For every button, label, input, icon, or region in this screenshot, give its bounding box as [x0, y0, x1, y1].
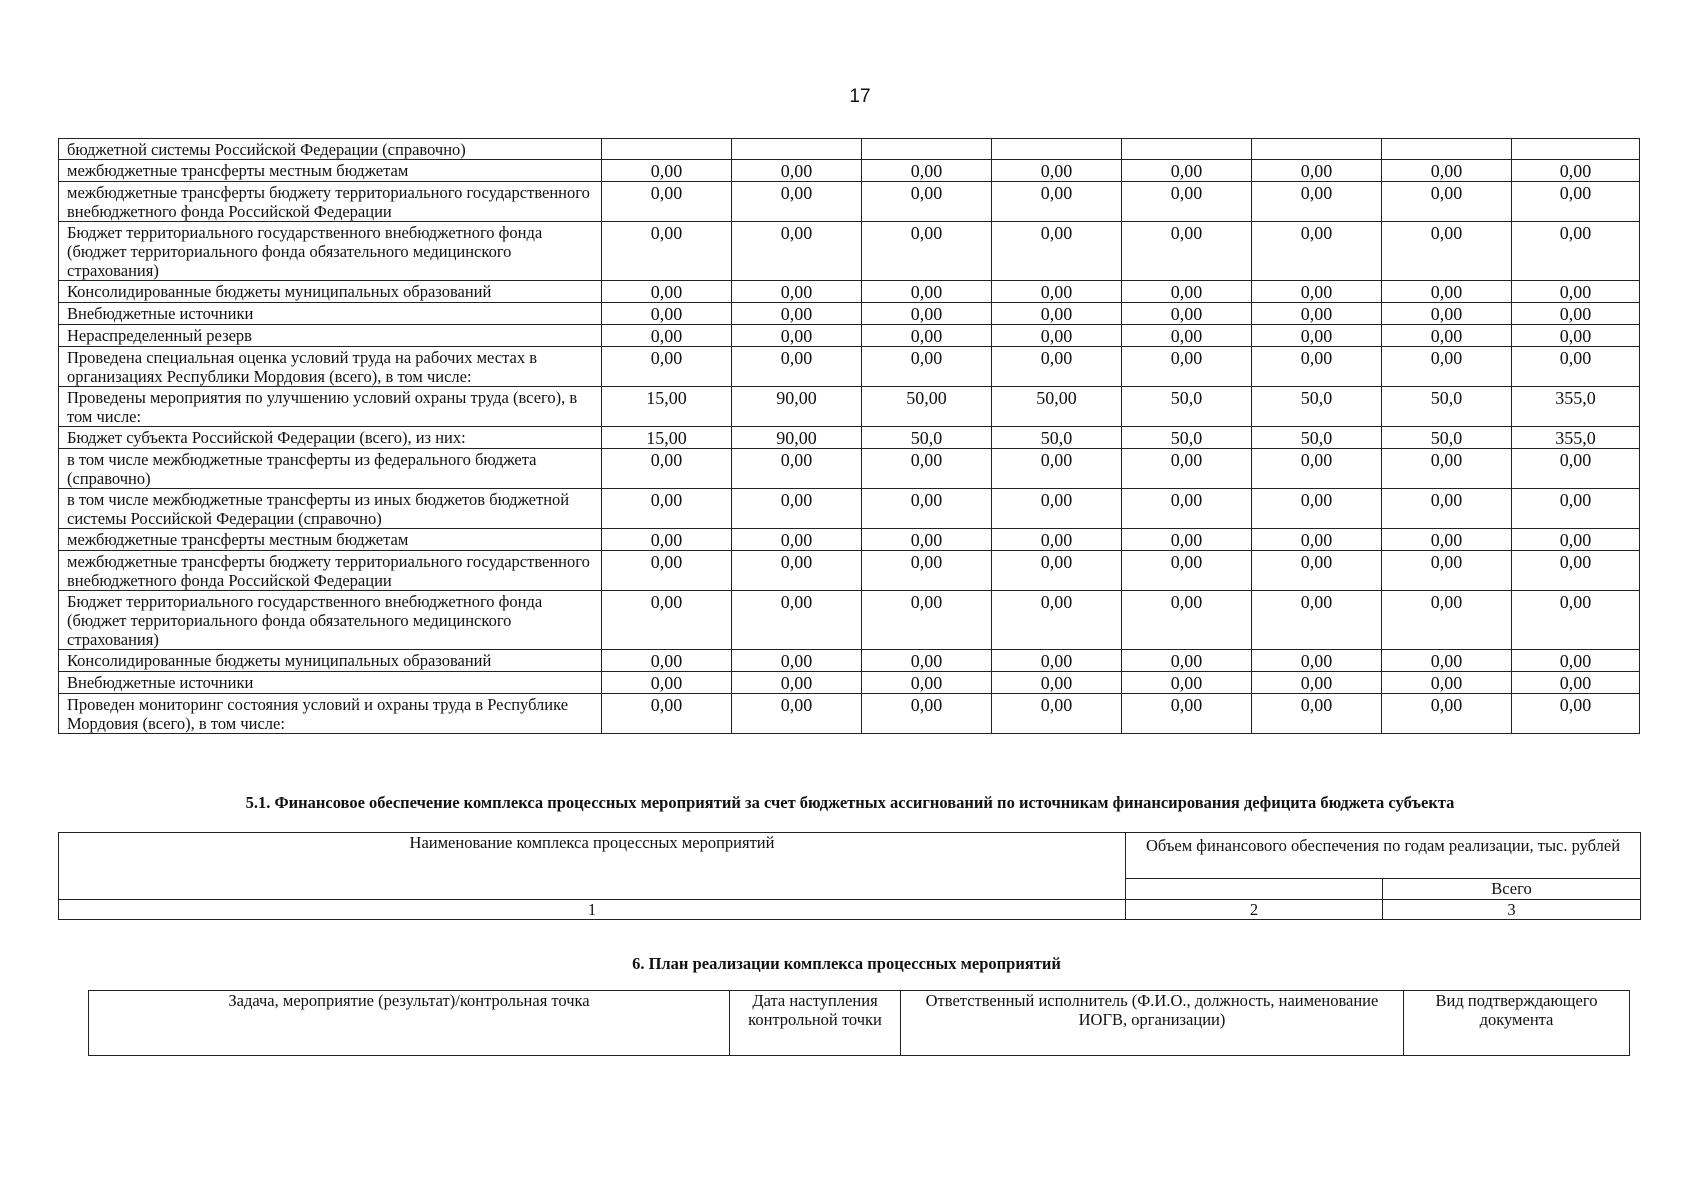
- value-cell: 0,00: [862, 182, 992, 222]
- value-cell: 0,00: [1512, 551, 1640, 591]
- value-cell: 50,0: [992, 427, 1122, 449]
- value-cell: 0,00: [1252, 347, 1382, 387]
- value-cell: 0,00: [732, 303, 862, 325]
- row-label: межбюджетные трансферты местным бюджетам: [59, 529, 602, 551]
- value-cell: 0,00: [732, 591, 862, 650]
- value-cell: 0,00: [732, 222, 862, 281]
- table-row: [59, 489, 1640, 529]
- value-cell: 0,00: [1122, 347, 1252, 387]
- col-number-1: 1: [59, 900, 1126, 920]
- page-number: 17: [849, 86, 871, 107]
- value-cell: 0,00: [1382, 650, 1512, 672]
- value-cell: 0,00: [862, 449, 992, 489]
- value-cell: 355,0: [1512, 427, 1640, 449]
- value-cell: 0,00: [1122, 281, 1252, 303]
- table-row: [59, 529, 1640, 551]
- value-cell: 0,00: [862, 303, 992, 325]
- value-cell: 0,00: [862, 160, 992, 182]
- value-cell: 0,00: [1382, 489, 1512, 529]
- row-label: межбюджетные трансферты местным бюджетам: [59, 160, 602, 182]
- header-document-type: Вид подтверждающего документа: [1404, 991, 1630, 1056]
- row-label: Бюджет территориального государственного внебюджетного фонда (бюджет территориального фонда обязательного медицинского страхования): [59, 591, 602, 650]
- value-cell: 0,00: [1122, 694, 1252, 734]
- value-cell: 0,00: [992, 489, 1122, 529]
- value-cell: 90,00: [732, 427, 862, 449]
- value-cell: 0,00: [732, 325, 862, 347]
- value-cell: 0,00: [1122, 182, 1252, 222]
- value-cell: 0,00: [732, 347, 862, 387]
- row-label: в том числе межбюджетные трансферты из иных бюджетов бюджетной системы Российской Федерации (справочно): [59, 489, 602, 529]
- value-cell: 0,00: [1122, 222, 1252, 281]
- value-cell: [1122, 139, 1252, 160]
- value-cell: 0,00: [1252, 672, 1382, 694]
- value-cell: 0,00: [1512, 489, 1640, 529]
- table-row: [59, 325, 1640, 347]
- value-cell: 0,00: [992, 529, 1122, 551]
- row-label: Проведен мониторинг состояния условий и охраны труда в Республике Мордовия (всего), в том числе:: [59, 694, 602, 734]
- value-cell: 50,00: [862, 387, 992, 427]
- table-row: [59, 222, 1640, 281]
- value-cell: 0,00: [862, 672, 992, 694]
- value-cell: [992, 139, 1122, 160]
- value-cell: 0,00: [602, 347, 732, 387]
- row-label: Консолидированные бюджеты муниципальных образований: [59, 281, 602, 303]
- value-cell: 355,0: [1512, 387, 1640, 427]
- value-cell: 0,00: [1382, 694, 1512, 734]
- value-cell: 0,00: [602, 160, 732, 182]
- value-cell: 0,00: [1252, 325, 1382, 347]
- value-cell: 0,00: [1252, 222, 1382, 281]
- value-cell: 0,00: [732, 650, 862, 672]
- value-cell: 0,00: [602, 529, 732, 551]
- value-cell: [1382, 139, 1512, 160]
- value-cell: 0,00: [992, 551, 1122, 591]
- value-cell: 0,00: [602, 694, 732, 734]
- value-cell: 0,00: [602, 182, 732, 222]
- value-cell: 0,00: [602, 489, 732, 529]
- row-label: межбюджетные трансферты бюджету территориального государственного внебюджетного фонда Российской Федерации: [59, 551, 602, 591]
- table-row: [59, 303, 1640, 325]
- value-cell: 0,00: [1382, 303, 1512, 325]
- value-cell: 0,00: [732, 182, 862, 222]
- value-cell: 50,00: [992, 387, 1122, 427]
- value-cell: 0,00: [862, 281, 992, 303]
- value-cell: [602, 139, 732, 160]
- value-cell: [1512, 139, 1640, 160]
- header-responsible: Ответственный исполнитель (Ф.И.О., должность, наименование ИОГВ, организации): [901, 991, 1404, 1056]
- value-cell: 0,00: [1252, 529, 1382, 551]
- value-cell: 0,00: [1122, 325, 1252, 347]
- header-control-date: Дата наступления контрольной точки: [730, 991, 901, 1056]
- value-cell: [862, 139, 992, 160]
- value-cell: 0,00: [992, 672, 1122, 694]
- value-cell: 0,00: [1382, 591, 1512, 650]
- value-cell: 0,00: [1382, 529, 1512, 551]
- value-cell: 0,00: [1512, 281, 1640, 303]
- value-cell: 0,00: [992, 281, 1122, 303]
- value-cell: 0,00: [1252, 182, 1382, 222]
- row-label: Проведена специальная оценка условий труда на рабочих местах в организациях Республики Мордовия (всего), в том числе:: [59, 347, 602, 387]
- value-cell: 0,00: [1512, 529, 1640, 551]
- value-cell: [1252, 139, 1382, 160]
- value-cell: 0,00: [1512, 347, 1640, 387]
- value-cell: 0,00: [862, 551, 992, 591]
- table-row: [59, 139, 1640, 160]
- value-cell: 0,00: [602, 591, 732, 650]
- value-cell: 50,0: [1252, 427, 1382, 449]
- section-5-1-title: 5.1. Финансовое обеспечение комплекса процессных мероприятий за счет бюджетных ассигнований по источникам финансирования дефицита бюджета субъекта: [245, 793, 1455, 812]
- header-year-empty: [1126, 879, 1383, 900]
- value-cell: 0,00: [1252, 551, 1382, 591]
- value-cell: 50,0: [1122, 427, 1252, 449]
- table-row: [59, 427, 1640, 449]
- value-cell: 0,00: [602, 650, 732, 672]
- table-row: [59, 160, 1640, 182]
- table-row: [59, 672, 1640, 694]
- value-cell: [732, 139, 862, 160]
- value-cell: 0,00: [732, 694, 862, 734]
- row-label: Бюджет территориального государственного внебюджетного фонда (бюджет территориального фонда обязательного медицинского страхования): [59, 222, 602, 281]
- value-cell: 0,00: [1252, 449, 1382, 489]
- value-cell: 0,00: [862, 347, 992, 387]
- value-cell: 0,00: [1122, 529, 1252, 551]
- value-cell: 0,00: [1122, 489, 1252, 529]
- row-label: межбюджетные трансферты бюджету территориального государственного внебюджетного фонда Российской Федерации: [59, 182, 602, 222]
- value-cell: 0,00: [1512, 160, 1640, 182]
- value-cell: 0,00: [732, 281, 862, 303]
- value-cell: 0,00: [1382, 347, 1512, 387]
- section-6-table: [88, 990, 1630, 1056]
- value-cell: 0,00: [862, 694, 992, 734]
- financing-table: [58, 138, 1640, 734]
- col-number-3: 3: [1383, 900, 1641, 920]
- value-cell: 0,00: [602, 325, 732, 347]
- value-cell: 0,00: [1252, 303, 1382, 325]
- value-cell: 0,00: [602, 551, 732, 591]
- table-row: [59, 694, 1640, 734]
- value-cell: 90,00: [732, 387, 862, 427]
- value-cell: 50,0: [1122, 387, 1252, 427]
- value-cell: 0,00: [862, 222, 992, 281]
- value-cell: 0,00: [1252, 650, 1382, 672]
- value-cell: 0,00: [992, 325, 1122, 347]
- header-funding-volume: Объем финансового обеспечения по годам реализации, тыс. рублей: [1126, 833, 1641, 879]
- value-cell: 50,0: [1252, 387, 1382, 427]
- value-cell: 0,00: [1252, 489, 1382, 529]
- table-row: [59, 182, 1640, 222]
- value-cell: 0,00: [1252, 591, 1382, 650]
- col-number-2: 2: [1126, 900, 1383, 920]
- row-label: Бюджет субъекта Российской Федерации (всего), из них:: [59, 427, 602, 449]
- value-cell: 0,00: [992, 182, 1122, 222]
- value-cell: 0,00: [1382, 222, 1512, 281]
- value-cell: 0,00: [1122, 672, 1252, 694]
- value-cell: 0,00: [862, 650, 992, 672]
- value-cell: 0,00: [732, 672, 862, 694]
- header-activity-name: Наименование комплекса процессных мероприятий: [59, 833, 1126, 900]
- value-cell: 0,00: [1512, 650, 1640, 672]
- table-row: [59, 387, 1640, 427]
- value-cell: 15,00: [602, 387, 732, 427]
- value-cell: 0,00: [1512, 325, 1640, 347]
- value-cell: 0,00: [1382, 182, 1512, 222]
- value-cell: 0,00: [862, 591, 992, 650]
- value-cell: 0,00: [992, 303, 1122, 325]
- value-cell: 0,00: [602, 672, 732, 694]
- value-cell: 0,00: [602, 449, 732, 489]
- row-label: Внебюджетные источники: [59, 672, 602, 694]
- value-cell: 0,00: [732, 489, 862, 529]
- section-5-1-table: [58, 832, 1641, 920]
- table-row: [59, 281, 1640, 303]
- value-cell: 0,00: [732, 529, 862, 551]
- value-cell: 0,00: [732, 449, 862, 489]
- value-cell: 15,00: [602, 427, 732, 449]
- value-cell: 0,00: [1122, 303, 1252, 325]
- value-cell: 50,0: [862, 427, 992, 449]
- value-cell: 0,00: [1512, 222, 1640, 281]
- row-label: Нераспределенный резерв: [59, 325, 602, 347]
- value-cell: 0,00: [1512, 449, 1640, 489]
- table-row: [59, 347, 1640, 387]
- value-cell: 0,00: [1512, 672, 1640, 694]
- value-cell: 0,00: [602, 281, 732, 303]
- value-cell: 0,00: [1122, 449, 1252, 489]
- table-row: [59, 449, 1640, 489]
- value-cell: 0,00: [1122, 551, 1252, 591]
- table-row: [59, 591, 1640, 650]
- value-cell: 0,00: [862, 489, 992, 529]
- header-total: Всего: [1383, 879, 1641, 900]
- value-cell: 0,00: [1252, 281, 1382, 303]
- value-cell: 0,00: [1252, 160, 1382, 182]
- value-cell: 0,00: [1382, 551, 1512, 591]
- row-label: Проведены мероприятия по улучшению условий охраны труда (всего), в том числе:: [59, 387, 602, 427]
- value-cell: 0,00: [992, 222, 1122, 281]
- value-cell: 0,00: [1382, 325, 1512, 347]
- header-task: Задача, мероприятие (результат)/контрольная точка: [89, 991, 730, 1056]
- value-cell: 0,00: [602, 303, 732, 325]
- value-cell: 0,00: [1122, 160, 1252, 182]
- value-cell: 0,00: [1512, 182, 1640, 222]
- financing-table-body: [59, 139, 1640, 734]
- value-cell: 0,00: [862, 325, 992, 347]
- value-cell: 50,0: [1382, 427, 1512, 449]
- value-cell: 0,00: [1512, 694, 1640, 734]
- value-cell: 0,00: [1122, 650, 1252, 672]
- table-row: [59, 551, 1640, 591]
- section-6-title: 6. План реализации комплекса процессных мероприятий: [632, 954, 1061, 973]
- value-cell: 0,00: [992, 650, 1122, 672]
- table-row: [59, 650, 1640, 672]
- value-cell: 0,00: [1382, 449, 1512, 489]
- row-label: Внебюджетные источники: [59, 303, 602, 325]
- row-label: Консолидированные бюджеты муниципальных образований: [59, 650, 602, 672]
- value-cell: 0,00: [1252, 694, 1382, 734]
- value-cell: 0,00: [992, 347, 1122, 387]
- value-cell: 0,00: [1382, 160, 1512, 182]
- value-cell: 0,00: [992, 591, 1122, 650]
- value-cell: 0,00: [992, 449, 1122, 489]
- value-cell: 0,00: [732, 160, 862, 182]
- value-cell: 0,00: [1512, 591, 1640, 650]
- value-cell: 0,00: [992, 160, 1122, 182]
- value-cell: 0,00: [1382, 672, 1512, 694]
- row-label: в том числе межбюджетные трансферты из федерального бюджета (справочно): [59, 449, 602, 489]
- row-label: бюджетной системы Российской Федерации (справочно): [59, 139, 602, 160]
- value-cell: 0,00: [602, 222, 732, 281]
- value-cell: 0,00: [992, 694, 1122, 734]
- value-cell: 50,0: [1382, 387, 1512, 427]
- value-cell: 0,00: [1382, 281, 1512, 303]
- value-cell: 0,00: [1122, 591, 1252, 650]
- value-cell: 0,00: [732, 551, 862, 591]
- value-cell: 0,00: [862, 529, 992, 551]
- value-cell: 0,00: [1512, 303, 1640, 325]
